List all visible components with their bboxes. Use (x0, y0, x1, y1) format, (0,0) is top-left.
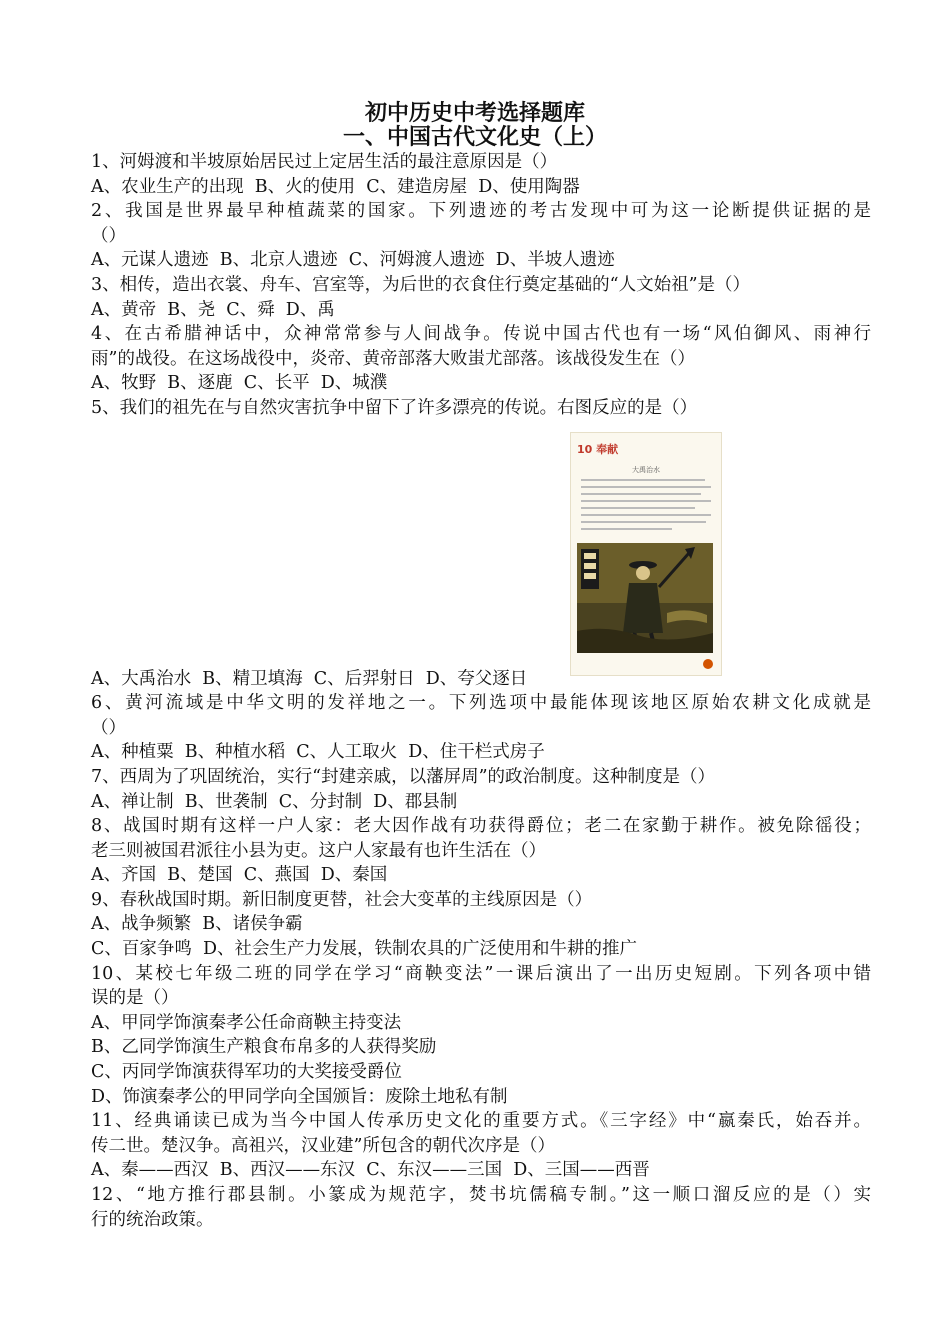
figure-page-marker (703, 659, 713, 669)
options-6: A、种植粟 B、种植水稻 C、人工取火 D、住干栏式房子 (91, 742, 545, 763)
question-6: 6、黄河流域是中华文明的发祥地之一。下列选项中最能体现该地区原始农耕文化成就是 (91, 693, 871, 714)
question-7: 7、西周为了巩固统治，实行“封建亲戚，以藩屏周”的政治制度。这种制度是（） (91, 766, 716, 787)
question-9: 9、春秋战国时期。新旧制度更替，社会大变革的主线原因是（） (91, 889, 593, 910)
illustration-body (623, 583, 663, 633)
question-1: 1、河姆渡和半坡原始居民过上定居生活的最注意原因是（） (91, 152, 558, 172)
question-12-cont: 行的统治政策。 (91, 1209, 214, 1230)
options-4: A、牧野 B、逐鹿 C、长平 D、城濮 (91, 373, 388, 394)
question-2: 2、我国是世界最早种植蔬菜的国家。下列遗迹的考古发现中可为这一论断提供证据的是 (91, 201, 871, 222)
question-12: 12、“地方推行郡县制。小篆成为规范字，焚书坑儒稿专制。”这一顺口溜反应的是（）实 (91, 1185, 871, 1205)
options-5: A、大禹治水 B、精卫填海 C、后羿射日 D、夸父逐日 (91, 668, 528, 689)
question-11: 11、经典诵读已成为当今中国人传承历史文化的重要方式。《三字经》中“嬴秦氏，始吞并。 (91, 1111, 871, 1132)
figure-spacer (91, 421, 871, 667)
section-title: 一、中国古代文化史（上） (342, 124, 607, 150)
options-7: A、禅让制 B、世袭制 C、分封制 D、郡县制 (91, 791, 458, 812)
illustration-head (636, 566, 650, 580)
option-10-a: A、甲同学饰演秦孝公任命商鞅主持变法 (91, 1012, 402, 1033)
question-8-cont: 老三则被国君派往小县为吏。这户人家最有也许生活在（） (91, 840, 546, 861)
question-list (91, 150, 871, 1232)
options-2: A、元谋人遗迹 B、北京人遗迹 C、河姆渡人遗迹 D、半坡人遗迹 (91, 250, 615, 271)
option-10-c: C、丙同学饰演获得军功的大奖接受爵位 (91, 1062, 402, 1083)
textbook-figure (570, 432, 722, 676)
options-1: A、农业生产的出现 B、火的使用 C、建造房屋 D、使用陶器 (91, 176, 580, 197)
options-3: A、黄帝 B、尧 C、舜 D、禹 (91, 299, 335, 320)
option-10-b: B、乙同学饰演生产粮食布帛多的人获得奖励 (91, 1037, 437, 1058)
question-10-cont: 误的是（） (91, 988, 179, 1009)
page-title: 初中历史中考选择题库 (364, 100, 585, 126)
question-2-cont: （） (91, 225, 126, 246)
question-5: 5、我们的祖先在与自然灾害抗争中留下了许多漂亮的传说。右图反应的是（） (91, 397, 698, 418)
question-11-cont: 传二世。楚汉争。高祖兴，汉业建”所包含的朝代次序是（） (91, 1135, 555, 1156)
question-4-cont: 雨”的战役。在这场战役中，炎帝、黄帝部落大败蚩尤部落。该战役发生在（） (91, 348, 695, 369)
options-11: A、秦——西汉 B、西汉——东汉 C、东汉——三国 D、三国——西晋 (91, 1160, 650, 1181)
question-10: 10、某校七年级二班的同学在学习“商鞅变法”一课后演出了一出历史短剧。下列各项中错 (91, 963, 871, 984)
question-3: 3、相传，造出衣裳、舟车、宫室等，为后世的衣食住行奠定基础的“人文始祖”是（） (91, 274, 751, 295)
options-8: A、齐国 B、楚国 C、燕国 D、秦国 (91, 865, 388, 886)
option-10-d: D、饰演秦孝公的甲同学向全国颁旨：废除土地私有制 (91, 1086, 508, 1107)
question-8: 8、战国时期有这样一户人家：老大因作战有功获得爵位；老二在家勤于耕作。被免除徭役； (91, 816, 871, 837)
yu-figure-illustration (577, 543, 713, 653)
options-9-ab: A、战争频繁 B、诸侯争霸 (91, 914, 303, 935)
question-4: 4、在古希腊神话中，众神常常参与人间战争。传说中国古代也有一场“风伯御风、雨神行 (91, 324, 871, 345)
options-9-cd: C、百家争鸣 D、社会生产力发展，铁制农具的广泛使用和牛耕的推广 (91, 939, 638, 960)
figure-subtitle: 大禹治水 (632, 466, 660, 474)
figure-text-block (581, 479, 711, 535)
figure-header: 10 奉献 (577, 443, 619, 456)
question-6-cont: （） (91, 717, 126, 738)
